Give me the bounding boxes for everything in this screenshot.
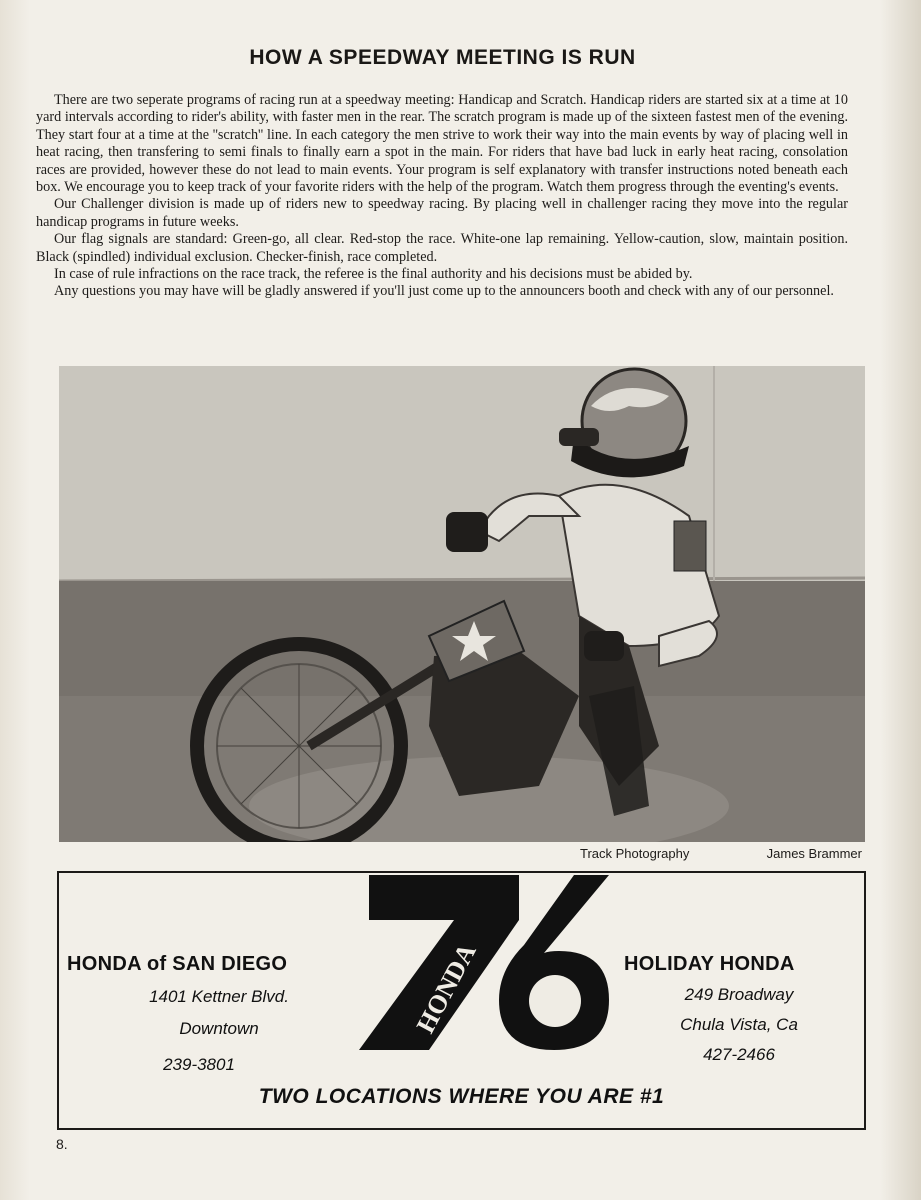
credit-photographer: James Brammer	[766, 846, 862, 861]
photo-credit	[580, 846, 862, 861]
right-dealer-name: HOLIDAY HONDA	[624, 953, 795, 975]
page-number: 8.	[56, 1136, 68, 1152]
right-dealer-area: Chula Vista, Ca	[680, 1015, 798, 1034]
article-body	[36, 92, 848, 301]
rider-photo	[59, 366, 865, 842]
honda-advertisement	[57, 871, 866, 1130]
left-dealer-phone: 239-3801	[163, 1055, 235, 1074]
right-dealer-phone: 427-2466	[703, 1045, 775, 1064]
paragraph-rules: In case of rule infractions on the race track, the referee is the final authority and his decisions must be abided by.	[54, 266, 693, 283]
credit-studio: Track Photography	[580, 846, 690, 861]
paragraph-programs: There are two seperate programs of racing run at a speedway meeting: Handicap and Scratch. Handicap riders are started six at a time at 10 yard intervals according to rider's ability, with faster men in the rear. The scratch program is made up of the sixteen fastest men of the evening. They start four at a time at the ''scratch'' line. In each category the men strive to work their way into the main events by way of placing well in heat racing, then transfering to semi finals to finally earn a spot in the main. For riders that have bad luck in early heat racing, consolation races are provided, however these do not lead to main events. Your program is self explanatory with transfer instructions noted beneath each box. We encourage you to keep track of your favorite riders with the help of the program. Watch them progress through the eventing's events.	[36, 92, 848, 196]
left-dealer-name: HONDA of SAN DIEGO	[67, 953, 288, 975]
paragraph-questions: Any questions you may have will be gladly answered if you'll just come up to the announcers booth and check with any of our personnel.	[54, 283, 834, 300]
paragraph-challenger: Our Challenger division is made up of riders new to speedway racing. By placing well in challenger racing they move into the regular handicap programs in future weeks.	[36, 196, 848, 230]
left-dealer-address: 1401 Kettner Blvd.	[149, 987, 289, 1006]
left-dealer-area: Downtown	[179, 1019, 259, 1038]
right-dealer-address: 249 Broadway	[684, 985, 794, 1004]
honda-76-logo	[359, 875, 619, 1055]
page-title: HOW A SPEEDWAY MEETING IS RUN	[249, 46, 636, 69]
logo-brand: HONDA	[410, 938, 482, 1038]
paragraph-flags: Our flag signals are standard: Green-go, all clear. Red-stop the race. White-one lap remaining. Yellow-caution, slow, maintain position. Black (spindled) individual exclusion. Checker-finish, race completed.	[36, 231, 848, 265]
ad-slogan: TWO LOCATIONS WHERE YOU ARE #1	[258, 1085, 665, 1108]
